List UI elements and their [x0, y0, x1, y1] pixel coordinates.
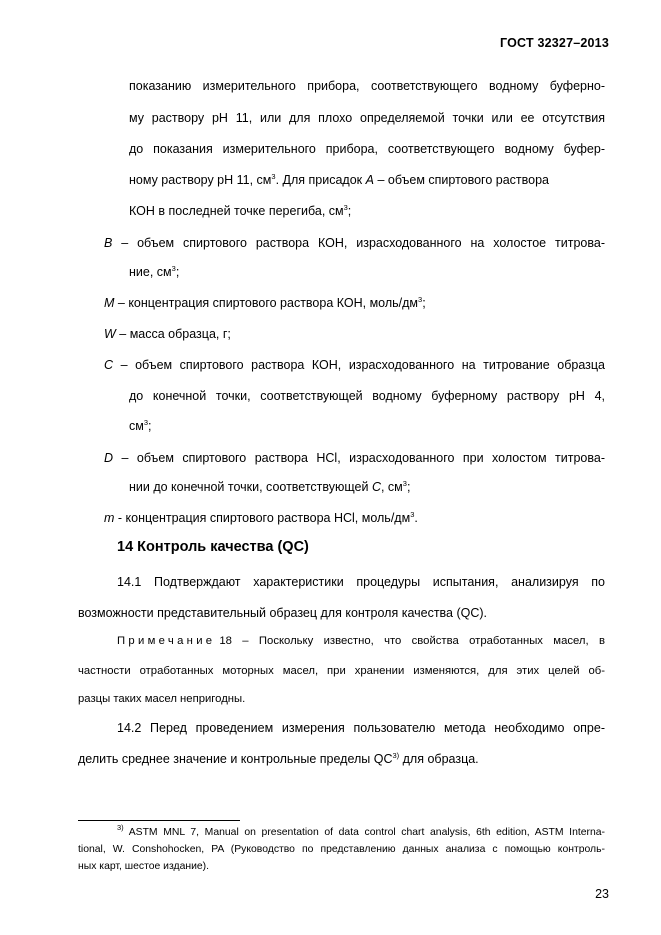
definition-a-line-2: му раствору рН 11, или для плохо определяемой точки или ее отсутствия: [129, 111, 605, 125]
note-line-3: разцы таких масел непригодны.: [78, 693, 246, 705]
section-heading: 14 Контроль качества (QC): [117, 539, 309, 555]
definition-a-line-5: КОН в последней точке перегиба, $см^3$;: [129, 203, 352, 218]
paragraph-14-1-line-2: возможности представительный образец для контроля качества (QC).: [78, 606, 488, 620]
definition-c-line-3: $см^3$;: [129, 418, 152, 433]
definition-a-line-4-text: ному раствору рН 11, $см^3$. Для присадок A – объем спиртового раствора: [129, 172, 550, 187]
definition-c-line-2: до конечной точки, соответствующей водному буферному раствору рН 4,: [129, 389, 605, 403]
definition-a-line-1: показанию измерительного прибора, соответствующего водному буферно-: [129, 79, 605, 93]
definition-b-line-1: B – объем спиртового раствора КОН, израсходованного на холостое титрова-: [104, 236, 605, 250]
definition-c-line-1: C – объем спиртового раствора КОН, израсходованного на титрование образца: [104, 358, 605, 372]
definition-a-line-4: [129, 172, 605, 188]
definition-a-line-3: до показания измерительного прибора, соответствующего водному буфер-: [129, 142, 605, 156]
paragraph-14-2-line-2: делить среднее значение и контрольные пределы QC$^{3)}$ для образца.: [78, 751, 479, 766]
footnote-ref[interactable]: 3): [392, 751, 400, 760]
footnote-separator: [78, 820, 240, 821]
note-line-2: частности отработанных моторных масел, при хранении изменяются, для этих целей об-: [78, 665, 605, 677]
definition-m-line: M – концентрация спиртового раствора КОН, моль/$дм^3$;: [104, 295, 426, 310]
note-line-1-text: 18 – Поскольку известно, что свойства отработанных масел, в: [219, 635, 605, 647]
definition-b-line-2: ние, $см^3$;: [129, 264, 180, 279]
page-number: 23: [595, 887, 609, 901]
standard-header: ГОСТ 32327–2013: [500, 36, 609, 50]
note-line-1: [117, 634, 605, 648]
footnote-line-1: $^{3)}$ ASTM MNL 7, Manual on presentation of data control chart analysis, 6th edition, ASTM Interna-: [117, 823, 605, 838]
definition-mm-line: m - концентрация спиртового раствора HCl, моль/$дм^3$.: [104, 510, 418, 525]
definition-w-line: W – масса образца, г;: [104, 327, 231, 341]
paragraph-14-2-line-1: 14.2 Перед проведением измерения пользователю метода необходимо опре-: [117, 721, 605, 735]
note-label: Примечание: [117, 635, 216, 647]
definition-d-line-2: нии до конечной точки, соответствующей C, $см^3$;: [129, 479, 411, 494]
paragraph-14-1-line-1: 14.1 Подтверждают характеристики процедуры испытания, анализируя по: [117, 575, 605, 589]
footnote-line-2: tional, W. Conshohocken, PA (Руководство по представлению данных анализа с помощью контроль-: [78, 844, 605, 855]
definition-d-line-1: D – объем спиртового раствора HCl, израсходованного при холостом титрова-: [104, 451, 605, 465]
footnote-line-3: ных карт, шестое издание).: [78, 861, 210, 872]
